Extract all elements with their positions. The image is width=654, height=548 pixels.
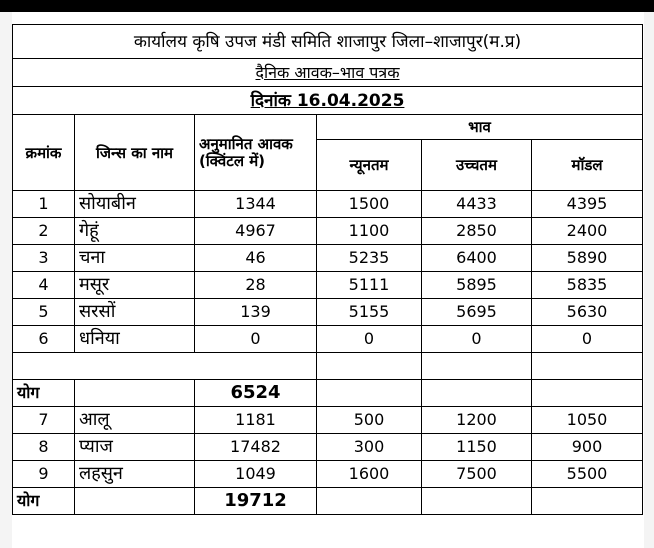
subtotal-label: योग — [13, 380, 75, 407]
modal-price-cell: 1050 — [532, 407, 643, 434]
modal-header: मॉडल — [532, 140, 643, 191]
max-price-cell: 2850 — [422, 218, 532, 245]
arrival-header: अनुमानित आवक (क्विंटल में) — [195, 115, 317, 191]
modal-price-cell: 5835 — [532, 272, 643, 299]
max-price-cell: 1150 — [422, 434, 532, 461]
commodity-name: सोयाबीन — [75, 191, 195, 218]
modal-price-cell: 900 — [532, 434, 643, 461]
max-price-cell: 1200 — [422, 407, 532, 434]
arrival-cell: 4967 — [195, 218, 317, 245]
grand-total-row — [13, 488, 643, 515]
subtotal-row — [13, 380, 643, 407]
subtotal-empty — [317, 380, 422, 407]
commodity-name: मसूर — [75, 272, 195, 299]
blank-cell — [532, 353, 643, 380]
subtotal-empty — [75, 380, 195, 407]
modal-price-cell: 4395 — [532, 191, 643, 218]
grand-total-arrival: 19712 — [195, 488, 317, 515]
serial-cell: 9 — [13, 461, 75, 488]
serial-cell: 4 — [13, 272, 75, 299]
commodity-name: चना — [75, 245, 195, 272]
serial-cell: 6 — [13, 326, 75, 353]
min-price-cell: 300 — [317, 434, 422, 461]
max-price-cell: 4433 — [422, 191, 532, 218]
max-header: उच्चतम — [422, 140, 532, 191]
serial-cell: 5 — [13, 299, 75, 326]
serial-cell: 2 — [13, 218, 75, 245]
commodity-name: आलू — [75, 407, 195, 434]
subtotal-arrival: 6524 — [195, 380, 317, 407]
blank-cell — [13, 353, 317, 380]
commodity-name: प्याज — [75, 434, 195, 461]
sheet-subtitle: दैनिक आवक–भाव पत्रक — [13, 59, 643, 87]
commodity-name: लहसुन — [75, 461, 195, 488]
right-margin — [644, 12, 654, 548]
modal-price-cell: 5630 — [532, 299, 643, 326]
sheet-date: दिनांक 16.04.2025 — [13, 87, 643, 115]
commodity-name: गेहूं — [75, 218, 195, 245]
min-price-cell: 1500 — [317, 191, 422, 218]
arrival-cell: 139 — [195, 299, 317, 326]
grand-total-empty — [75, 488, 195, 515]
serial-cell: 1 — [13, 191, 75, 218]
grand-total-empty — [532, 488, 643, 515]
min-price-cell: 500 — [317, 407, 422, 434]
min-price-cell: 5155 — [317, 299, 422, 326]
subtotal-empty — [532, 380, 643, 407]
max-price-cell: 0 — [422, 326, 532, 353]
table-row — [13, 299, 643, 326]
table-row — [13, 245, 643, 272]
commodity-name: सरसों — [75, 299, 195, 326]
serial-header: क्रमांक — [13, 115, 75, 191]
table-row — [13, 272, 643, 299]
table-row — [13, 407, 643, 434]
modal-price-cell: 5890 — [532, 245, 643, 272]
modal-price-cell: 5500 — [532, 461, 643, 488]
grand-total-empty — [317, 488, 422, 515]
max-price-cell: 5695 — [422, 299, 532, 326]
table-row — [13, 218, 643, 245]
min-price-cell: 1100 — [317, 218, 422, 245]
blank-cell — [317, 353, 422, 380]
table-row — [13, 461, 643, 488]
subtotal-empty — [422, 380, 532, 407]
office-title: कार्यालय कृषि उपज मंडी समिति शाजापुर जिला–शाजापुर(म.प्र) — [13, 25, 643, 59]
min-price-cell: 5111 — [317, 272, 422, 299]
max-price-cell: 6400 — [422, 245, 532, 272]
serial-cell: 3 — [13, 245, 75, 272]
min-price-cell: 0 — [317, 326, 422, 353]
arrival-cell: 1181 — [195, 407, 317, 434]
table-row — [13, 191, 643, 218]
table-row — [13, 434, 643, 461]
grand-total-empty — [422, 488, 532, 515]
arrival-cell: 1344 — [195, 191, 317, 218]
rate-sheet — [12, 24, 644, 548]
commodity-name: धनिया — [75, 326, 195, 353]
modal-price-cell: 2400 — [532, 218, 643, 245]
min-price-cell: 1600 — [317, 461, 422, 488]
daily-arrival-price-table — [12, 24, 643, 515]
blank-cell — [422, 353, 532, 380]
price-group-header: भाव — [317, 115, 643, 140]
max-price-cell: 5895 — [422, 272, 532, 299]
max-price-cell: 7500 — [422, 461, 532, 488]
table-row — [13, 326, 643, 353]
arrival-cell: 17482 — [195, 434, 317, 461]
arrival-cell: 28 — [195, 272, 317, 299]
serial-cell: 7 — [13, 407, 75, 434]
min-price-cell: 5235 — [317, 245, 422, 272]
arrival-cell: 1049 — [195, 461, 317, 488]
serial-cell: 8 — [13, 434, 75, 461]
arrival-cell: 0 — [195, 326, 317, 353]
blank-row — [13, 353, 643, 380]
grand-total-label: योग — [13, 488, 75, 515]
left-margin — [0, 12, 12, 548]
arrival-cell: 46 — [195, 245, 317, 272]
modal-price-cell: 0 — [532, 326, 643, 353]
name-header: जिन्स का नाम — [75, 115, 195, 191]
top-black-bar — [0, 0, 654, 12]
min-header: न्यूनतम — [317, 140, 422, 191]
